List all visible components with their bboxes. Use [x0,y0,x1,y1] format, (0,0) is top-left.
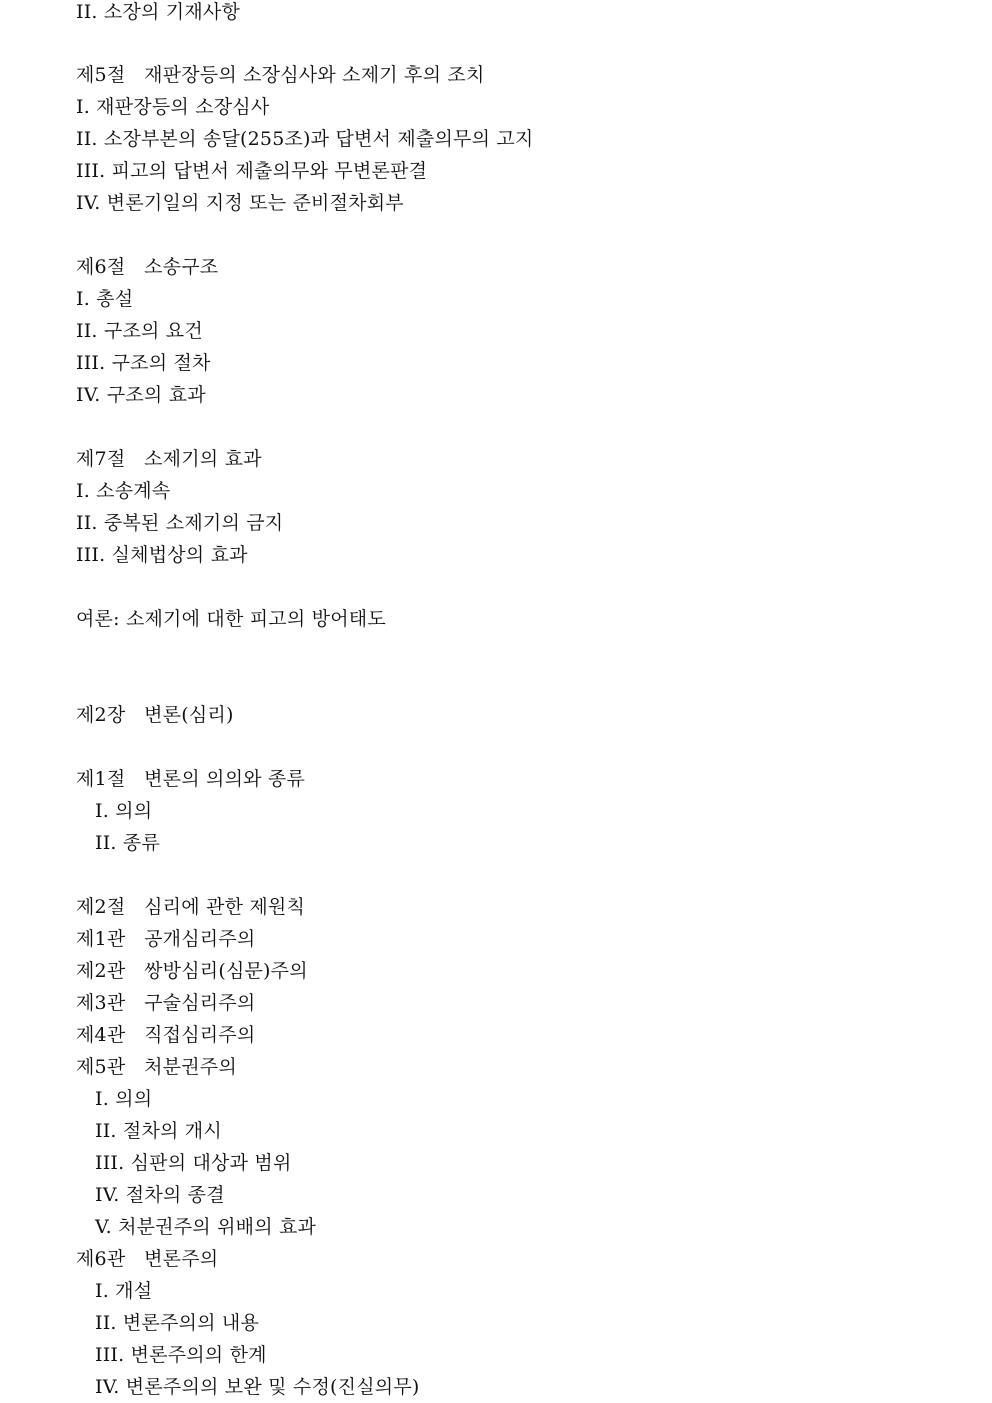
section-heading: 제1절 변론의 의의와 종류 [76,768,306,790]
outline-item: I. 소송계속 [76,480,171,502]
outline-item: III. 심판의 대상과 범위 [95,1152,292,1174]
outline-item: I. 총설 [76,288,134,310]
subsection-heading: 제3관 구술심리주의 [76,992,256,1014]
outline-item: III. 피고의 답변서 제출의무와 무변론판결 [76,160,428,182]
outline-item: IV. 절차의 종결 [95,1184,225,1206]
section-heading: 제2절 심리에 관한 제원칙 [76,896,306,918]
subsection-heading: 제6관 변론주의 [76,1248,219,1270]
subsection-heading: 제4관 직접심리주의 [76,1024,256,1046]
outline-item: II. 절차의 개시 [95,1120,222,1142]
outline-item: I. 개설 [95,1280,153,1302]
outline-item: II. 종류 [95,832,160,854]
outline-item: III. 실체법상의 효과 [76,544,248,566]
outline-item: IV. 변론기일의 지정 또는 준비절차회부 [76,192,404,214]
section-heading: 제6절 소송구조 [76,256,219,278]
subsection-heading: 제2관 쌍방심리(심문)주의 [76,960,308,982]
outline-item: V. 처분권주의 위배의 효과 [95,1216,317,1238]
outline-item: II. 중복된 소제기의 금지 [76,512,284,534]
subsection-heading: 제5관 처분권주의 [76,1056,237,1078]
outline-item: II. 소장의 기재사항 [76,1,241,23]
outline-item: III. 구조의 절차 [76,352,211,374]
outline-item: II. 소장부본의 송달(255조)과 답변서 제출의무의 고지 [76,128,534,150]
chapter-heading: 제2장 변론(심리) [76,704,234,726]
outline-item: II. 구조의 요건 [76,320,203,342]
section-heading: 제5절 재판장등의 소장심사와 소제기 후의 조치 [76,64,485,86]
outline-item: IV. 구조의 효과 [76,384,206,406]
note-heading: 여론: 소제기에 대한 피고의 방어태도 [76,608,386,630]
outline-item: I. 재판장등의 소장심사 [76,96,270,118]
outline-item: IV. 변론주의의 보완 및 수정(진실의무) [95,1376,420,1398]
outline-item: III. 변론주의의 한계 [95,1344,267,1366]
subsection-heading: 제1관 공개심리주의 [76,928,256,950]
section-heading: 제7절 소제기의 효과 [76,448,262,470]
outline-item: II. 변론주의의 내용 [95,1312,260,1334]
outline-item: I. 의의 [95,800,153,822]
outline-item: I. 의의 [95,1088,153,1110]
